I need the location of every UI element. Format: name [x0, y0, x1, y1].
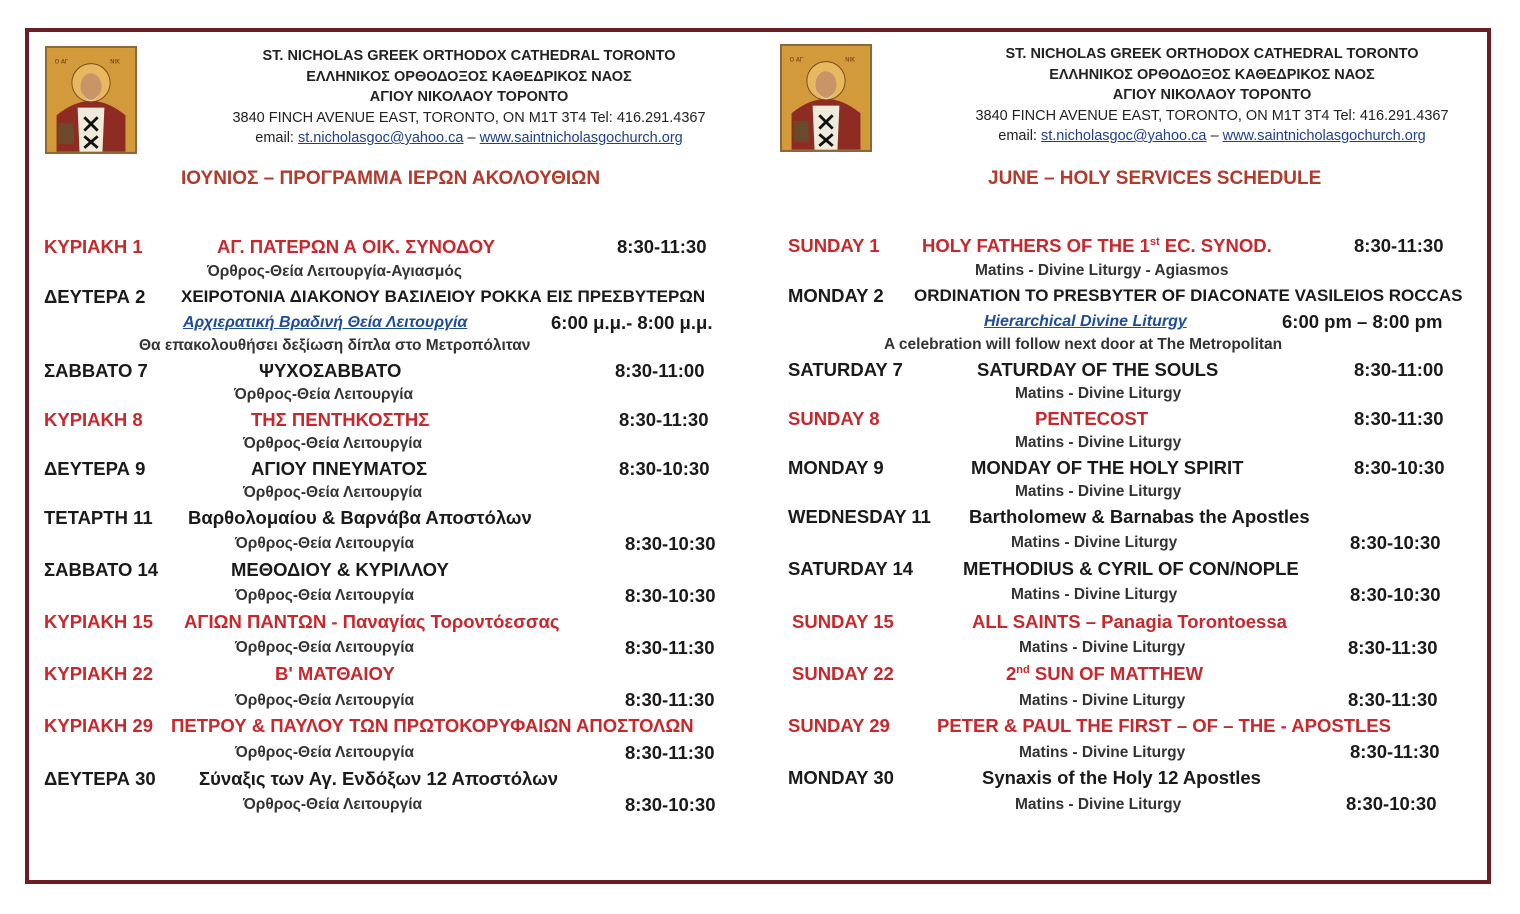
english-day: SUNDAY 8 — [788, 408, 880, 429]
website-link[interactable]: www.saintnicholasgochurch.org — [479, 130, 683, 146]
church-contact — [912, 126, 1512, 147]
ordinal-suffix: nd — [1016, 663, 1030, 676]
church-name-en: ST. NICHOLAS GREEK ORTHODOX CATHEDRAL TORONTO — [1005, 46, 1419, 62]
contact-dash: – — [1210, 128, 1219, 144]
church-header-english — [912, 44, 1512, 147]
email-link[interactable]: st.nicholasgoc@yahoo.ca — [1041, 128, 1207, 144]
greek-event: ΠΕΤΡΟΥ & ΠΑΥΛΟΥ ΤΩΝ ΠΡΩΤΟΚΟΡΥΦΑΙΩΝ ΑΠΟΣΤΟΛΩΝ — [171, 715, 694, 736]
english-day: SATURDAY 7 — [788, 359, 903, 380]
english-event: MONDAY OF THE HOLY SPIRIT — [971, 457, 1244, 478]
greek-time: 6:00 μ.μ.- 8:00 μ.μ. — [551, 312, 713, 333]
english-service: Matins - Divine Liturgy — [1019, 692, 1186, 709]
english-time: 8:30-10:30 — [1354, 457, 1445, 478]
greek-day: ΣΑΒΒΑΤΟ 14 — [44, 559, 159, 580]
english-event: METHODIUS & CYRIL OF CON/NOPLE — [963, 558, 1299, 579]
svg-text:ΝΙΚ: ΝΙΚ — [845, 57, 855, 64]
svg-text:ΝΙΚ: ΝΙΚ — [110, 59, 120, 66]
greek-time: 8:30-11:00 — [615, 360, 705, 381]
english-event: PETER & PAUL THE FIRST – OF – THE - APOSTLES — [937, 715, 1391, 736]
english-day: SUNDAY 1 — [788, 235, 880, 256]
english-time: 6:00 pm – 8:00 pm — [1282, 311, 1443, 332]
english-service: Matins - Divine Liturgy — [1019, 639, 1186, 656]
greek-time: 8:30-11:30 — [625, 637, 715, 658]
english-day: SATURDAY 14 — [788, 558, 914, 579]
english-event — [1006, 663, 1203, 685]
english-day: WEDNESDAY 11 — [788, 506, 931, 527]
english-time: 8:30-11:30 — [1348, 689, 1438, 710]
greek-time: 8:30-10:30 — [619, 458, 710, 479]
english-service: Matins - Divine Liturgy — [1011, 534, 1178, 551]
english-service: Matins - Divine Liturgy — [1015, 385, 1182, 402]
greek-day: ΔΕΥΤΕΡΑ 30 — [44, 768, 156, 789]
english-time: 8:30-11:30 — [1348, 637, 1438, 658]
english-event: SATURDAY OF THE SOULS — [977, 359, 1219, 380]
greek-day: ΤΕΤΑΡΤΗ 11 — [44, 507, 153, 528]
greek-time: 8:30-11:30 — [625, 689, 715, 710]
greek-note: Θα επακολουθήσει δεξίωση δίπλα στο Μετροπόλιταν — [139, 337, 531, 354]
english-time: 8:30-10:30 — [1346, 793, 1437, 814]
greek-service: Όρθρος-Θεία Λειτουργία — [235, 535, 415, 552]
svg-text:Ο ΑΓ: Ο ΑΓ — [789, 57, 804, 64]
english-event: Bartholomew & Barnabas the Apostles — [969, 506, 1310, 527]
english-day: MONDAY 9 — [788, 457, 884, 478]
website-link[interactable]: www.saintnicholasgochurch.org — [1222, 128, 1426, 144]
greek-time: 8:30-10:30 — [625, 585, 716, 606]
greek-time: 8:30-11:30 — [619, 409, 709, 430]
greek-day: ΔΕΥΤΕΡΑ 9 — [44, 458, 146, 479]
greek-event: ΑΓΙΩΝ ΠΑΝΤΩΝ - Παναγίας Τοροντόεσσας — [184, 611, 560, 632]
greek-service: Όρθρος-Θεία Λειτουργία — [243, 435, 423, 452]
greek-day: ΔΕΥΤΕΡΑ 2 — [44, 286, 146, 307]
greek-service: Όρθρος-Θεία Λειτουργία — [235, 639, 415, 656]
greek-service: Όρθρος-Θεία Λειτουργία — [234, 386, 414, 403]
greek-day: ΚΥΡΙΑΚΗ 8 — [44, 409, 143, 430]
english-event: ALL SAINTS – Panagia Torontoessa — [972, 611, 1287, 632]
schedule-frame — [25, 28, 1491, 884]
church-name-gr-2: ΑΓΙΟΥ ΝΙΚΟΛΑΟΥ ΤΟΡΟΝΤΟ — [369, 89, 569, 105]
greek-event: Σύναξις των Αγ. Ενδόξων 12 Αποστόλων — [199, 768, 558, 789]
church-name-gr-2: ΑΓΙΟΥ ΝΙΚΟΛΑΟΥ ΤΟΡΟΝΤΟ — [1112, 87, 1312, 103]
greek-event: ΜΕΘΟΔΙΟΥ & ΚΥΡΙΛΛΟΥ — [231, 559, 449, 580]
greek-service: Όρθρος-Θεία Λειτουργία — [243, 484, 423, 501]
greek-event: ΧΕΙΡΟΤΟΝΙΑ ΔΙΑΚΟΝΟΥ ΒΑΣΙΛΕΙΟΥ ΡΟΚΚΑ ΕΙΣ ΠΡΕΣΒΥΤΕΡΩΝ — [181, 287, 706, 306]
event-text: EC. SYNOD. — [1159, 235, 1272, 256]
english-service: Matins - Divine Liturgy — [1015, 796, 1182, 813]
english-event: PENTECOST — [1035, 408, 1149, 429]
greek-event: ΤΗΣ ΠΕΝΤΗΚΟΣΤΗΣ — [251, 409, 430, 430]
english-service: Matins - Divine Liturgy — [1015, 483, 1182, 500]
email-link[interactable]: st.nicholasgoc@yahoo.ca — [298, 130, 464, 146]
english-event: ORDINATION TO PRESBYTER OF DIACONATE VASILEIOS ROCCAS — [914, 286, 1463, 305]
greek-service: Όρθρος-Θεία Λειτουργία — [235, 744, 415, 761]
english-hierarchical-liturgy: Hierarchical Divine Liturgy — [984, 313, 1187, 330]
greek-service: Όρθρος-Θεία Λειτουργία — [243, 796, 423, 813]
greek-event: ΑΓΙΟΥ ΠΝΕΥΜΑΤΟΣ — [251, 458, 428, 479]
english-service: Matins - Divine Liturgy - Agiasmos — [975, 262, 1229, 279]
st-nicholas-icon — [45, 46, 137, 154]
contact-dash: – — [467, 130, 476, 146]
email-label: email: — [255, 130, 294, 146]
church-address: 3840 FINCH AVENUE EAST, TORONTO, ON M1T 3T4 Tel: 416.291.4367 — [975, 107, 1449, 124]
english-event — [922, 235, 1272, 257]
svg-text:Ο ΑΓ: Ο ΑΓ — [54, 59, 69, 66]
greek-hierarchical-liturgy: Αρχιερατική Βραδινή Θεία Λειτουργία — [183, 314, 468, 331]
church-header-greek — [169, 46, 769, 149]
greek-day: ΚΥΡΙΑΚΗ 1 — [44, 236, 143, 257]
church-address: 3840 FINCH AVENUE EAST, TORONTO, ON M1T 3T4 Tel: 416.291.4367 — [232, 109, 706, 126]
english-event: Synaxis of the Holy 12 Apostles — [982, 767, 1261, 788]
english-time: 8:30-11:30 — [1354, 235, 1444, 256]
greek-schedule-title: ΙΟΥΝΙΟΣ – ΠΡΟΓΡΑΜΜΑ ΙΕΡΩΝ ΑΚΟΛΟΥΘΙΩΝ — [181, 168, 601, 189]
event-text: 2 — [1006, 663, 1017, 684]
greek-event: ΨΥΧΟΣΑΒΒΑΤΟ — [259, 360, 402, 381]
greek-service: Όρθρος-Θεία Λειτουργία — [235, 587, 415, 604]
greek-event: ΑΓ. ΠΑΤΕΡΩΝ Α ΟΙΚ. ΣΥΝΟΔΟΥ — [217, 236, 495, 257]
english-service: Matins - Divine Liturgy — [1011, 586, 1178, 603]
event-text: SUN OF MATTHEW — [1029, 663, 1204, 684]
church-name-gr: ΕΛΛΗΝΙΚΟΣ ΟΡΘΟΔΟΞΟΣ ΚΑΘΕΔΡΙΚΟΣ ΝΑΟΣ — [306, 68, 632, 85]
greek-day: ΣΑΒΒΑΤΟ 7 — [44, 360, 148, 381]
church-name-gr: ΕΛΛΗΝΙΚΟΣ ΟΡΘΟΔΟΞΟΣ ΚΑΘΕΔΡΙΚΟΣ ΝΑΟΣ — [1049, 66, 1375, 83]
english-day: SUNDAY 22 — [792, 663, 894, 684]
english-day: SUNDAY 15 — [792, 611, 894, 632]
english-time: 8:30-11:30 — [1350, 741, 1440, 762]
greek-time: 8:30-10:30 — [625, 533, 716, 554]
church-contact — [169, 128, 769, 149]
english-day: SUNDAY 29 — [788, 715, 890, 736]
english-schedule-title: JUNE – HOLY SERVICES SCHEDULE — [988, 168, 1322, 189]
english-service: Matins - Divine Liturgy — [1019, 744, 1186, 761]
greek-event: Βαρθολομαίου & Βαρνάβα Αποστόλων — [188, 507, 532, 528]
english-day: MONDAY 30 — [788, 767, 894, 788]
greek-day: ΚΥΡΙΑΚΗ 15 — [44, 611, 153, 632]
church-name-en: ST. NICHOLAS GREEK ORTHODOX CATHEDRAL TORONTO — [262, 48, 676, 64]
english-note: A celebration will follow next door at The Metropolitan — [884, 336, 1283, 353]
english-time: 8:30-10:30 — [1350, 584, 1441, 605]
email-label: email: — [998, 128, 1037, 144]
ordinal-suffix: st — [1149, 235, 1160, 248]
english-time: 8:30-11:00 — [1354, 359, 1444, 380]
english-time: 8:30-11:30 — [1354, 408, 1444, 429]
english-day: MONDAY 2 — [788, 285, 884, 306]
event-text: HOLY FATHERS OF THE 1 — [922, 235, 1150, 256]
greek-day: ΚΥΡΙΑΚΗ 29 — [44, 715, 153, 736]
greek-time: 8:30-10:30 — [625, 794, 716, 815]
greek-time: 8:30-11:30 — [625, 742, 715, 763]
greek-service: Όρθρος-Θεία Λειτουργία-Αγιασμός — [207, 263, 462, 280]
english-service: Matins - Divine Liturgy — [1015, 434, 1182, 451]
greek-service: Όρθρος-Θεία Λειτουργία — [235, 692, 415, 709]
greek-time: 8:30-11:30 — [617, 236, 707, 257]
greek-event: Β' ΜΑΤΘΑΙΟΥ — [275, 663, 395, 684]
greek-day: ΚΥΡΙΑΚΗ 22 — [44, 663, 153, 684]
english-time: 8:30-10:30 — [1350, 532, 1441, 553]
st-nicholas-icon — [780, 44, 872, 152]
